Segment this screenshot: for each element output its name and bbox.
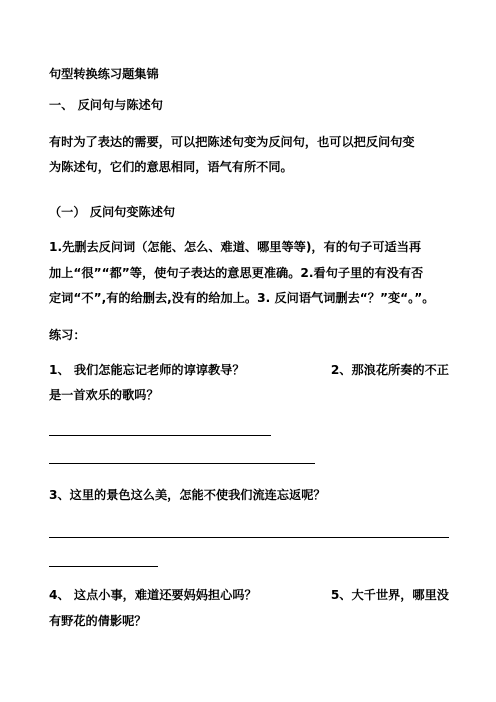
intro-line-2: 为陈述句，它们的意思相同，语气有所不同。	[49, 160, 293, 174]
question-3: 3、这里的景色这么美，怎能不使我们流连忘返呢？	[49, 488, 326, 502]
intro-line-1: 有时为了表达的需要，可以把陈述句变为反问句，也可以把反问句变	[49, 135, 415, 149]
answer-line[interactable]	[49, 463, 315, 464]
answer-line[interactable]	[49, 566, 158, 567]
rule-line-1: 1.先删去反问词（怎能、怎么、难道、哪里等等)，有的句子可适当再	[49, 240, 422, 254]
question-2-continued: 是一首欢乐的歌吗？	[49, 388, 159, 402]
rule-line-3: 定词“不”,有的给删去,没有的给加上。3. 反问语气词删去“？”变“。”。	[49, 291, 435, 305]
answer-line[interactable]	[49, 537, 449, 538]
question-1: 1、 我们怎能忘记老师的谆谆教导？	[49, 363, 245, 377]
question-row-1-2	[49, 362, 449, 378]
question-5: 5、大千世界，哪里没	[330, 588, 449, 602]
question-row-4-5	[49, 587, 449, 603]
question-5-continued: 有野花的倩影呢？	[49, 614, 147, 628]
question-2: 2、那浪花所奏的不正	[330, 363, 449, 377]
answer-line[interactable]	[49, 435, 271, 436]
practice-label: 练习：	[49, 328, 86, 342]
question-4: 4、 这点小事，难道还要妈妈担心吗？	[49, 588, 257, 602]
subsection-heading: （一） 反问句变陈述句	[49, 205, 176, 219]
rule-line-2: 加上“很”“都”等，使句子表达的意思更准确。2.看句子里的有没有否	[49, 266, 424, 280]
document-title: 句型转换练习题集锦	[49, 67, 159, 81]
section-heading: 一、 反问句与陈述句	[49, 98, 163, 112]
